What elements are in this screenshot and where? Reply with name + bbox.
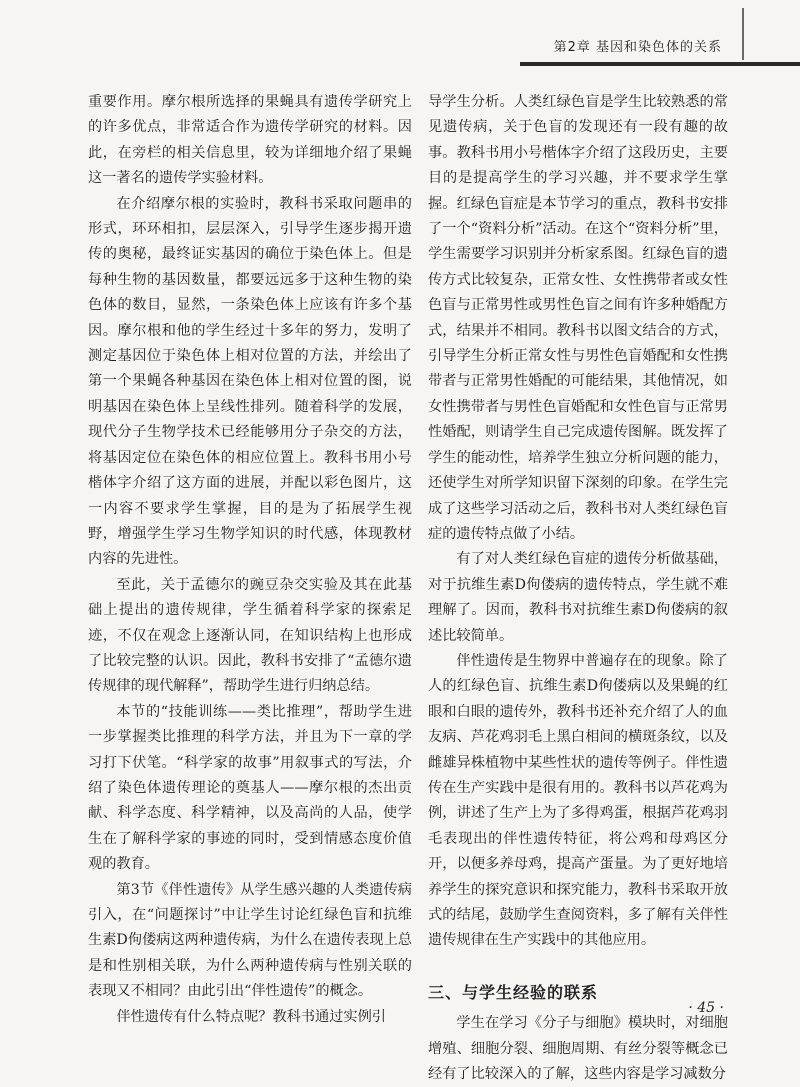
paragraph: 有了对人类红绿色盲症的遗传分析做基础，对于抗维生素D佝偻病的遗传特点，学生就不难理解了。因而，教科书对抗维生素D佝偻病的叙述比较简单。 [428, 551, 728, 644]
running-header [0, 0, 800, 70]
paragraph: 在介绍摩尔根的实验时，教科书采取问题串的形式，环环相扣，层层深入，引导学生逐步揭开遗传的奥秘，最终证实基因的确位于染色体上。但是每种生物的基因数量，都要远远多于这种生物的染色体的数目，显然，一条染色体上应该有许多个基因。摩尔根和他的学生经过十多年的努力，发明了测定基因位于染色体上相对位置的方法，并绘出了第一个果蝇各种基因在染色体上相对位置的图，说明基因在染色体上呈线性排列。随着科学的发展，现代分子生物学技术已经能够用分子杂交的方法，将基因定位在染色体的相应位置上。教科书用小号楷体字介绍了这方面的进展，并配以彩色图片，这一内容不要求学生掌握，目的是为了拓展学生视野，增强学生学习生物学知识的时代感，体现教材内容的先进性。 [88, 195, 412, 568]
paragraph: 伴性遗传是生物界中普遍存在的现象。除了人的红绿色盲、抗维生素D佝偻病以及果蝇的红眼和白眼的遗传外，教科书还补充介绍了人的血友病、芦花鸡羽毛上黑白相间的横斑条纹，以及雌雄异株植物中某些性状的遗传等例子。伴性遗传在生产实践中是很有用的。教科书以芦花鸡为例，讲述了生产上为了多得鸡蛋，根据芦花鸡羽毛表现出的伴性遗传特征，将公鸡和母鸡区分开，以便多养母鸡，提高产蛋量。为了更好地培养学生的探究意识和探究能力，教科书采取开放式的结尾，鼓励学生查阅资料，多了解有关伴性遗传规律在生产实践中的其他应用。 [428, 652, 728, 949]
chapter-title: 第2章 基因和染色体的关系 [553, 40, 722, 55]
paragraph: 本节的“技能训练——类比推理”，帮助学生进一步掌握类比推理的科学方法，并且为下一章的学习打下伏笔。“科学家的故事”用叙事式的写法，介绍了染色体遗传理论的奠基人——摩尔根的杰出贡献、科学态度、科学精神，以及高尚的人品，使学生在了解科学家的事迹的同时，受到情感态度价值观的教育。 [88, 703, 412, 873]
paragraph: 导学生分析。人类红绿色盲是学生比较熟悉的常见遗传病，关于色盲的发现还有一段有趣的故事。教科书用小号楷体字介绍了这段历史，主要目的是提高学生的学习兴趣，并不要求学生掌握。红绿色盲症是本节学习的重点，教科书安排了一个“资料分析”活动。在这个“资料分析”里，学生需要学习识别并分析家系图。红绿色盲的遗传方式比较复杂，正常女性、女性携带者或女性色盲与正常男性或男性色盲之间有许多种婚配方式，结果并不相同。教科书以图文结合的方式，引导学生分析正常女性与男性色盲婚配和女性携带者与正常男性婚配的可能结果，其他情况，如女性携带者与男性色盲婚配和女性色盲与正常男性婚配，则请学生自己完成遗传图解。既发挥了学生的能动性，培养学生独立分析问题的能力，还使学生对所学知识留下深刻的印象。在学生完成了这些学习活动之后，教科书对人类红绿色盲症的遗传特点做了小结。 [428, 94, 728, 542]
right-column [428, 90, 728, 1087]
section-heading: 三、与学生经验的联系 [428, 982, 599, 1002]
paragraph: 学生在学习《分子与细胞》模块时，对细胞增殖、细胞分裂、细胞周期、有丝分裂等概念已经有了比较深入的了解，这些内容是学习减数分 [428, 1015, 728, 1083]
left-column [88, 90, 412, 1030]
paragraph: 至此，关于孟德尔的豌豆杂交实验及其在此基础上提出的遗传规律，学生循着科学家的探索足迹，不仅在观念上逐渐认同，在知识结构上也形成了比较完整的认识。因此，教科书安排了“孟德尔遗传规律的现代解释”，帮助学生进行归纳总结。 [88, 576, 412, 695]
page-number: · 45 · [688, 1000, 724, 1016]
paragraph: 重要作用。摩尔根所选择的果蝇具有遗传学研究上的许多优点，非常适合作为遗传学研究的材料。因此，在旁栏的相关信息里，较为详细地介绍了果蝇这一著名的遗传学实验材料。 [88, 94, 412, 187]
header-rule [520, 62, 800, 66]
header-divider [742, 8, 744, 60]
paragraph: 第3节《伴性遗传》从学生感兴趣的人类遗传病引入，在“问题探讨”中让学生讨论红绿色盲和抗维生素D佝偻病这两种遗传病，为什么在遗传表现上总是和性别相关联，为什么两种遗传病与性别关联的表现又不相同？由此引出“伴性遗传”的概念。 [88, 881, 412, 1000]
paragraph: 伴性遗传有什么特点呢？教科书通过实例引 [116, 1008, 386, 1025]
